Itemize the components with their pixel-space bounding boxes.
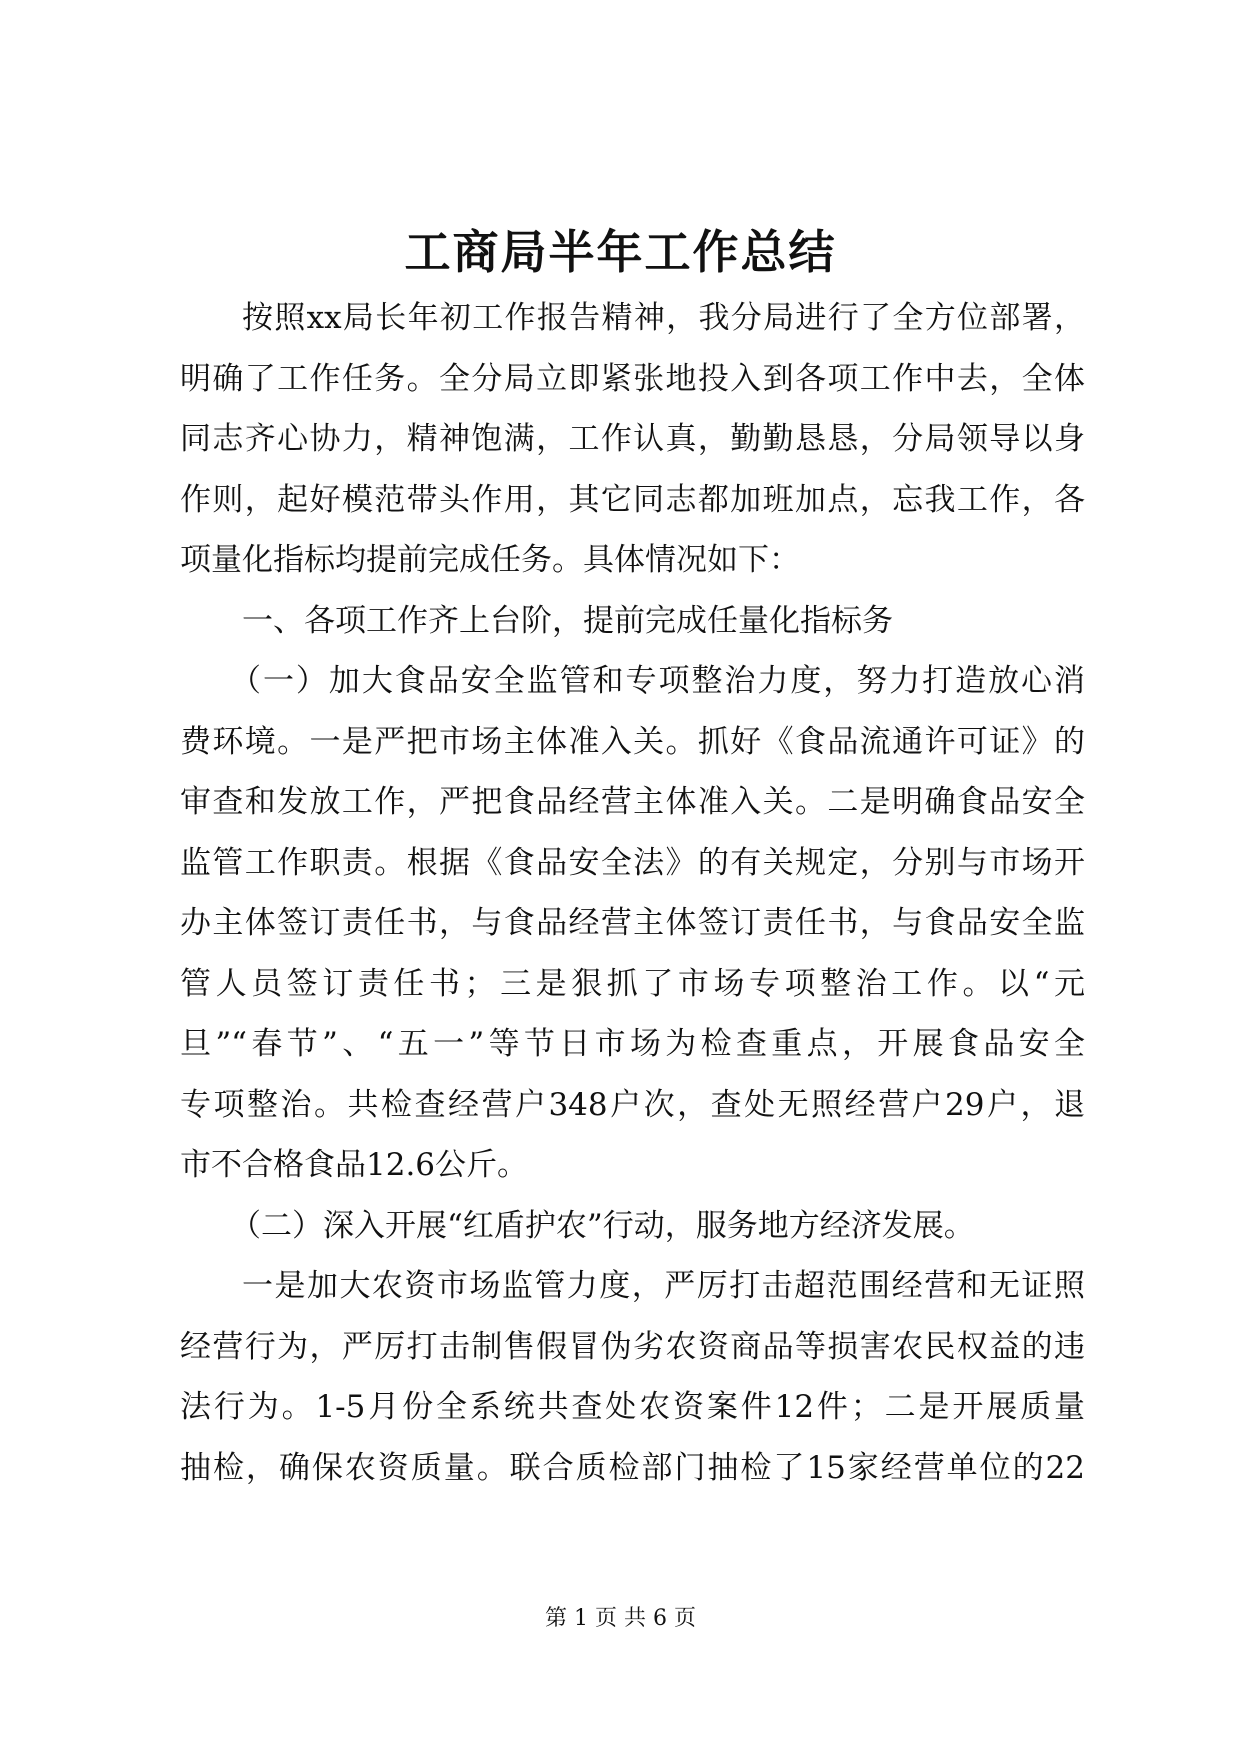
body-line: 审查和发放工作，严把食品经营主体准入关。二是明确食品安全	[180, 784, 1085, 820]
body-line: 管人员签订责任书；三是狠抓了市场专项整治工作。以“元	[180, 965, 1085, 1002]
body-line: 监管工作职责。根据《食品安全法》的有关规定，分别与市场开	[180, 844, 1085, 881]
body-line: 市不合格食品12.6公斤。	[180, 1147, 529, 1183]
body-line: 按照xx局长年初工作报告精神，我分局进行了全方位部署，	[242, 300, 1085, 336]
document-title: 工商局半年工作总结	[404, 225, 837, 279]
body-line: 一是加大农资市场监管力度，严厉打击超范围经营和无证照	[242, 1268, 1085, 1304]
body-line: 项量化指标均提前完成任务。具体情况如下：	[180, 542, 800, 578]
body-line: 旦”“春节”、“五一”等节日市场为检查重点，开展食品安全	[180, 1026, 1085, 1062]
subsection-heading: （二）深入开展“红盾护农”行动，服务地方经济发展。	[230, 1207, 975, 1244]
body-line: 专项整治。共检查经营户348户次，查处无照经营户29户，退	[180, 1086, 1085, 1123]
page-number: 第 1 页 共 6 页	[545, 1606, 696, 1631]
section-heading: 一、各项工作齐上台阶，提前完成任量化指标务	[242, 602, 893, 639]
body-line: 经营行为，严厉打击制售假冒伪劣农资商品等损害农民权益的违	[180, 1328, 1085, 1365]
body-line: 法行为。1-5月份全系统共查处农资案件12件；二是开展质量	[180, 1389, 1085, 1425]
body-line: 费环境。一是严把市场主体准入关。抓好《食品流通许可证》的	[180, 723, 1085, 760]
body-line: 作则，起好模范带头作用，其它同志都加班加点，忘我工作，各	[180, 481, 1085, 518]
body-line: 同志齐心协力，精神饱满，工作认真，勤勤恳恳，分局领导以身	[180, 421, 1085, 457]
subsection-heading: （一）加大食品安全监管和专项整治力度，努力打造放心消	[230, 663, 1085, 699]
body-line: 抽检，确保农资质量。联合质检部门抽检了15家经营单位的22	[180, 1449, 1085, 1486]
document-body	[180, 288, 1085, 1498]
body-line: 办主体签订责任书，与食品经营主体签订责任书，与食品安全监	[180, 905, 1085, 941]
body-line: 明确了工作任务。全分局立即紧张地投入到各项工作中去，全体	[180, 360, 1085, 397]
